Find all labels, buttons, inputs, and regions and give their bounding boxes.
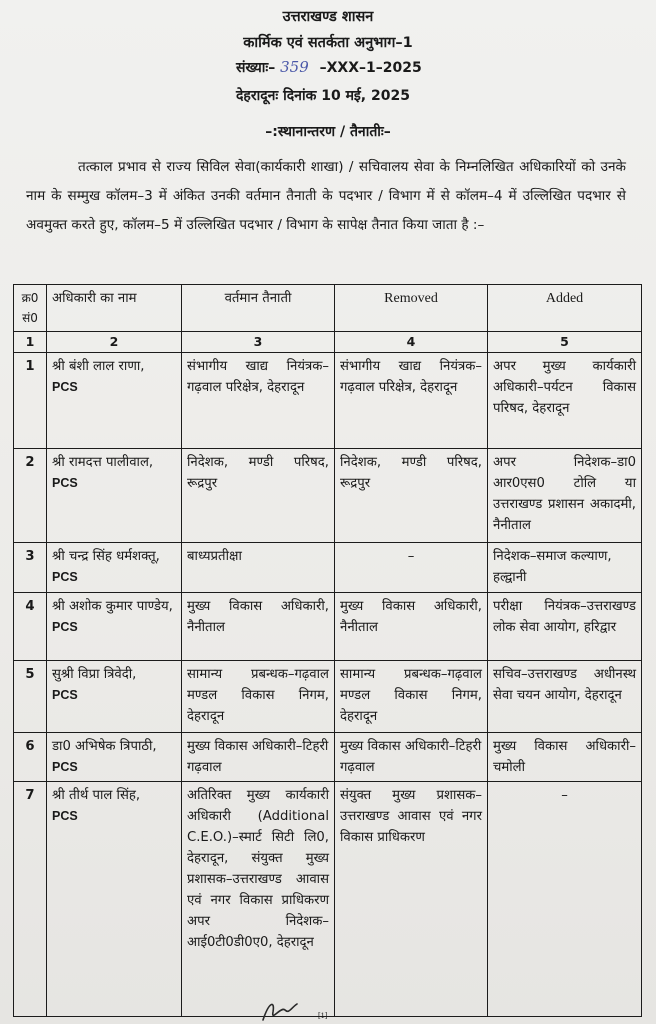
row-serial: 3 xyxy=(14,543,47,593)
officer-name xyxy=(47,661,182,733)
intro-first-line: तत्काल प्रभाव से राज्य सिविल सेवा(कार्यकारी शाखा) / सचिवालय सेवा के निम्नलिखित अधिकारियों xyxy=(78,159,576,175)
signature-mark xyxy=(255,998,305,1024)
officer-service: PCS xyxy=(52,809,78,823)
officer-name xyxy=(47,543,182,593)
added-posting: – xyxy=(488,782,642,1017)
added-posting: अपर मुख्य कार्यकारी अधिकारी–पर्यटन विकास परिषद, देहरादून xyxy=(488,353,642,449)
added-posting: परीक्षा नियंत्रक–उत्तराखण्ड लोक सेवा आयोग, हरिद्वार xyxy=(488,593,642,661)
removed-posting: मुख्य विकास अधिकारी, नैनीताल xyxy=(335,593,488,661)
officer-name-text: श्री तीर्थ पाल सिंह, xyxy=(52,788,141,803)
officer-name-text: श्री अशोक कुमार पाण्डेय, xyxy=(52,599,173,614)
officer-name xyxy=(47,449,182,543)
header-government: उत्तराखण्ड शासन xyxy=(282,9,374,25)
column-number-row xyxy=(14,332,642,353)
added-posting: मुख्य विकास अधिकारी–चमोली xyxy=(488,733,642,782)
column-number: 3 xyxy=(182,332,335,353)
row-serial: 7 xyxy=(14,782,47,1017)
current-posting: अतिरिक्त मुख्य कार्यकारी अधिकारी (Additional C.E.O.)–स्मार्ट सिटी लि0, देहरादून, संयुक्त मुख्य प्रशासक–उत्तराखण्ड आवास एवं नगर विकास प्राधिकरण अपर निदेशक–आई0टी0डी0ए0, देहरादून xyxy=(182,782,335,1017)
current-posting: मुख्य विकास अधिकारी, नैनीताल xyxy=(182,593,335,661)
order-number-handwritten: 359 xyxy=(280,58,309,76)
row-serial: 5 xyxy=(14,661,47,733)
column-number: 2 xyxy=(47,332,182,353)
transfer-table xyxy=(13,284,642,1017)
removed-posting: संयुक्त मुख्य प्रशासक–उत्तराखण्ड आवास एवं नगर विकास प्राधिकरण xyxy=(335,782,488,1017)
order-date: देहरादूनः दिनांक 10 मई, 2025 xyxy=(236,88,410,104)
removed-posting: मुख्य विकास अधिकारी–टिहरी गढ़वाल xyxy=(335,733,488,782)
current-posting: बाध्यप्रतीक्षा xyxy=(182,543,335,593)
order-subject: –:स्थानान्तरण / तैनातीः– xyxy=(265,124,391,140)
officer-name-text: श्री बंशी लाल राणा, xyxy=(52,359,145,374)
current-posting: निदेशक, मण्डी परिषद, रूद्रपुर xyxy=(182,449,335,543)
row-serial: 1 xyxy=(14,353,47,449)
officer-name xyxy=(47,593,182,661)
officer-service: PCS xyxy=(52,620,78,634)
officer-service: PCS xyxy=(52,688,78,702)
header-current-posting: वर्तमान तैनाती xyxy=(182,285,335,332)
page-number: [1] xyxy=(318,1011,328,1020)
officer-name-text: श्री रामदत्त पालीवाल, xyxy=(52,455,154,470)
order-number-label: संख्याः– xyxy=(236,60,276,76)
added-posting: निदेशक–समाज कल्याण, हल्द्वानी xyxy=(488,543,642,593)
table-row xyxy=(14,593,642,661)
officer-service: PCS xyxy=(52,760,78,774)
officer-name xyxy=(47,353,182,449)
row-serial: 2 xyxy=(14,449,47,543)
table-row xyxy=(14,733,642,782)
added-posting: अपर निदेशक–डा0 आर0एस0 टोलि या उत्तराखण्ड प्रशासन अकादमी, नैनीताल xyxy=(488,449,642,543)
table-row xyxy=(14,543,642,593)
order-number xyxy=(236,58,422,77)
removed-posting: संभागीय खाद्य नियंत्रक–गढ़वाल परिक्षेत्र, देहरादून xyxy=(335,353,488,449)
current-posting: संभागीय खाद्य नियंत्रक–गढ़वाल परिक्षेत्र, देहरादून xyxy=(182,353,335,449)
header-removed: Removed xyxy=(335,285,488,332)
intro-paragraph xyxy=(26,153,626,240)
table-row xyxy=(14,353,642,449)
header-added: Added xyxy=(488,285,642,332)
header-officer-name: अधिकारी का नाम xyxy=(47,285,182,332)
table-row xyxy=(14,449,642,543)
column-number: 1 xyxy=(14,332,47,353)
current-posting: मुख्य विकास अधिकारी–टिहरी गढ़वाल xyxy=(182,733,335,782)
removed-posting: – xyxy=(335,543,488,593)
header-serial: क्र0 सं0 xyxy=(14,285,47,332)
officer-service: PCS xyxy=(52,380,78,394)
row-serial: 4 xyxy=(14,593,47,661)
officer-name-text: श्री चन्द्र सिंह धर्मशक्तू, xyxy=(52,549,160,564)
officer-name-text: डा0 अभिषेक त्रिपाठी, xyxy=(52,739,157,754)
column-number: 5 xyxy=(488,332,642,353)
header-department: कार्मिक एवं सतर्कता अनुभाग–1 xyxy=(243,35,413,51)
officer-name xyxy=(47,733,182,782)
table-row xyxy=(14,782,642,1017)
added-posting: सचिव–उत्तराखण्ड अधीनस्थ सेवा चयन आयोग, देहरादून xyxy=(488,661,642,733)
column-number: 4 xyxy=(335,332,488,353)
order-number-suffix: –XXX–1–2025 xyxy=(319,60,422,76)
officer-service: PCS xyxy=(52,570,78,584)
removed-posting: सामान्य प्रबन्धक–गढ़वाल मण्डल विकास निगम, देहरादून xyxy=(335,661,488,733)
officer-name-text: सुश्री विप्रा त्रिवेदी, xyxy=(52,667,137,682)
officer-service: PCS xyxy=(52,476,78,490)
intro-rest: को उनके नाम के सम्मुख कॉलम–3 में अंकित उनकी वर्तमान तैनाती के पदभार / विभाग में से कॉलम–4 में उल्लिखित पदभार से अवमुक्त करते हुए, कॉलम–5 में उल्लिखित पदभार / विभाग के सापेक्ष तैनात किया जाता है :– xyxy=(26,159,626,233)
removed-posting: निदेशक, मण्डी परिषद, रूद्रपुर xyxy=(335,449,488,543)
officer-name xyxy=(47,782,182,1017)
current-posting: सामान्य प्रबन्धक–गढ़वाल मण्डल विकास निगम, देहरादून xyxy=(182,661,335,733)
row-serial: 6 xyxy=(14,733,47,782)
table-header-row xyxy=(14,285,642,332)
table-row xyxy=(14,661,642,733)
